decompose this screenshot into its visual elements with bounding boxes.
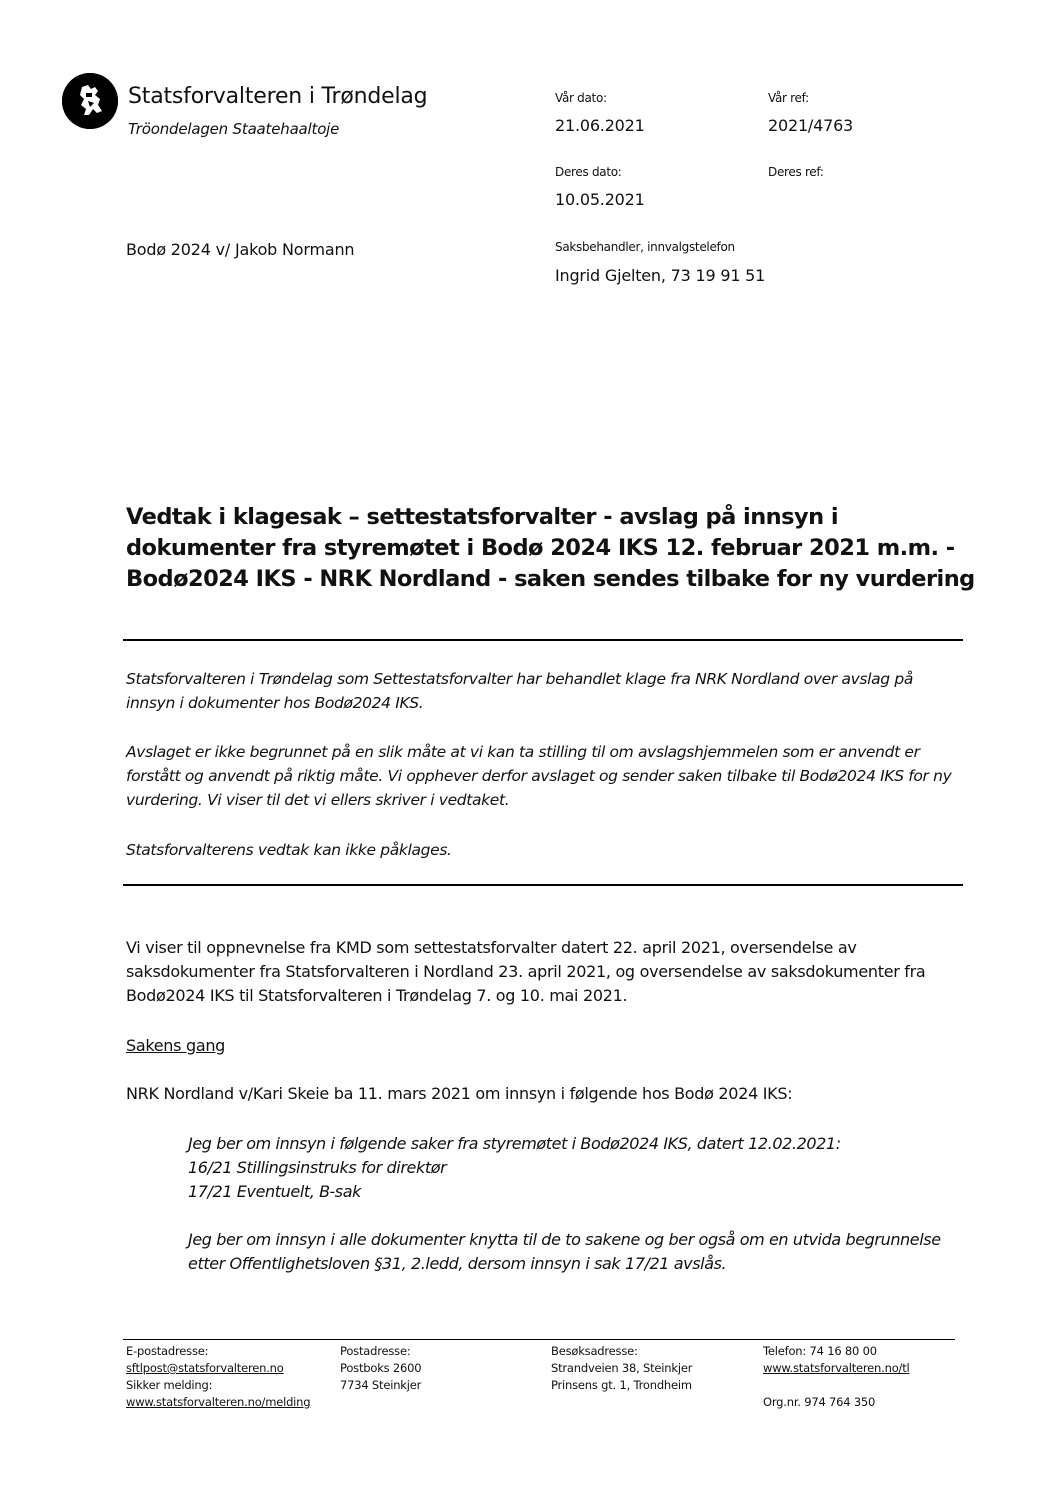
footer-phone: Telefon: 74 16 80 00: [763, 1344, 877, 1358]
summary-bottom-rule: [123, 884, 963, 886]
footer-col-email: [126, 1343, 310, 1411]
summary-paragraph-1: Statsforvalteren i Trøndelag som Settestatsforvalter har behandlet klage fra NRK Nordland over avslag på innsyn i dokumenter hos Bodø2024 IKS.: [126, 670, 913, 712]
intro-paragraph: Vi viser til oppnevnelse fra KMD som settestatsforvalter datert 22. april 2021, oversendelse av saksdokumenter fra Statsforvalteren i Nordland 23. april 2021, og oversendelse av saksdokumenter fra Bodø2024 IKS til Statsforvalteren i Trøndelag 7. og 10. mai 2021.: [126, 938, 926, 1005]
their-date-label: Deres dato:: [555, 165, 622, 179]
summary-paragraph-3: Statsforvalterens vedtak kan ikke påklages.: [126, 841, 452, 859]
our-date: 21.06.2021: [555, 116, 645, 135]
footer-orgnr: Org.nr. 974 764 350: [763, 1395, 876, 1409]
org-name: Statsforvalteren i Trøndelag: [128, 84, 428, 109]
our-ref-label: Vår ref:: [768, 91, 809, 105]
footer-email-link[interactable]: sftlpost@statsforvalteren.no: [126, 1361, 284, 1375]
footer-spacer: [763, 1377, 910, 1394]
footer-post-label: Postadresse:: [340, 1344, 411, 1358]
footer-visit-label: Besøksadresse:: [551, 1344, 638, 1358]
quote-line-2: 16/21 Stillingsinstruks for direktør: [188, 1158, 447, 1177]
our-date-label: Vår dato:: [555, 91, 607, 105]
case-handler-label: Saksbehandler, innvalgstelefon: [555, 240, 735, 254]
footer-rule: [123, 1339, 955, 1340]
summary-top-rule: [123, 639, 963, 641]
quote-line-1: Jeg ber om innsyn i følgende saker fra styremøtet i Bodø2024 IKS, datert 12.02.2021:: [188, 1134, 841, 1153]
footer-secure-label: Sikker melding:: [126, 1378, 213, 1392]
footer-post-line-2: 7734 Steinkjer: [340, 1378, 422, 1392]
request-paragraph: NRK Nordland v/Kari Skeie ba 11. mars 2021 om innsyn i følgende hos Bodø 2024 IKS:: [126, 1084, 793, 1103]
footer-post-line-1: Postboks 2600: [340, 1361, 422, 1375]
footer-col-visit: [551, 1343, 692, 1394]
coat-of-arms-logo: [62, 73, 118, 129]
footer-email-label: E-postadresse:: [126, 1344, 209, 1358]
their-date: 10.05.2021: [555, 190, 645, 209]
recipient-address: Bodø 2024 v/ Jakob Normann: [126, 240, 355, 259]
document-title: Vedtak i klagesak – settestatsforvalter - avslag på innsyn i dokumenter fra styremøtet i Bodø 2024 IKS 12. februar 2021 m.m. - Bodø2024 IKS - NRK Nordland - saken sendes tilbake for ny vurdering: [126, 504, 975, 592]
org-name-sami: Tröondelagen Staatehaaltoje: [128, 120, 340, 138]
their-ref-label: Deres ref:: [768, 165, 824, 179]
footer-visit-line-2: Prinsens gt. 1, Trondheim: [551, 1378, 692, 1392]
quote-paragraph-2: Jeg ber om innsyn i alle dokumenter knytta til de to sakene og ber også om en utvida begrunnelse etter Offentlighetsloven §31, 2.ledd, dersom innsyn i sak 17/21 avslås.: [188, 1230, 941, 1273]
footer-secure-link[interactable]: www.statsforvalteren.no/melding: [126, 1395, 311, 1409]
our-ref: 2021/4763: [768, 116, 854, 135]
quote-line-3: 17/21 Eventuelt, B-sak: [188, 1182, 361, 1201]
section-heading: Sakens gang: [126, 1036, 226, 1055]
footer-visit-line-1: Strandveien 38, Steinkjer: [551, 1361, 693, 1375]
case-handler: Ingrid Gjelten, 73 19 91 51: [555, 266, 766, 285]
footer-col-contact: [763, 1343, 910, 1411]
footer-web-link[interactable]: www.statsforvalteren.no/tl: [763, 1361, 910, 1375]
lion-icon: [62, 73, 118, 129]
footer-col-post: [340, 1343, 421, 1394]
summary-paragraph-2: Avslaget er ikke begrunnet på en slik måte at vi kan ta stilling til om avslagshjemmelen som er anvendt er forstått og anvendt på riktig måte. Vi opphever derfor avslaget og sender saken tilbake til Bodø2024 IKS for ny vurdering. Vi viser til det vi ellers skriver i vedtaket.: [126, 743, 952, 809]
